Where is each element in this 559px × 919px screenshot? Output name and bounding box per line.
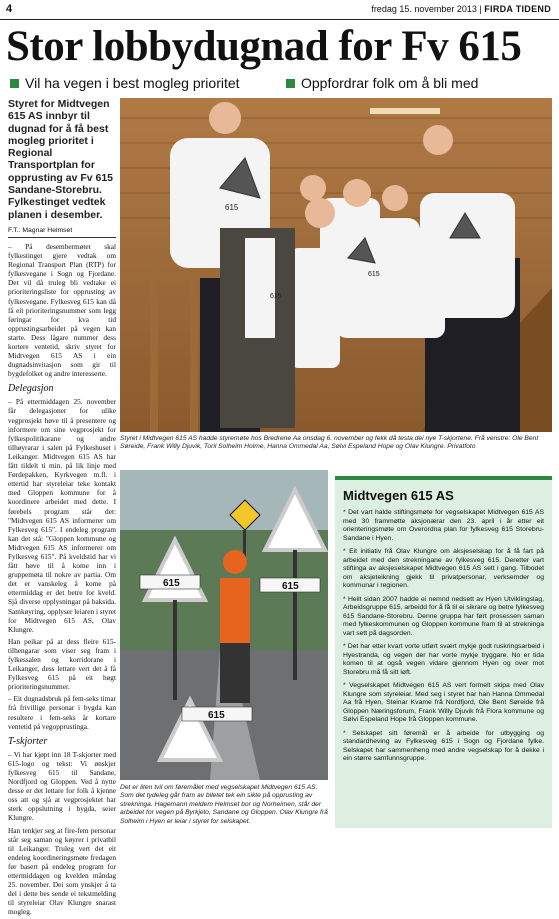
subhead-delegasjon: Delegasjon xyxy=(8,383,54,395)
kicker-2-text: Oppfordrar folk om å bli med xyxy=(301,75,479,91)
sign-label: 615 xyxy=(282,581,299,592)
page-number: 4 xyxy=(6,3,13,15)
shirt-label: 615 xyxy=(225,203,239,212)
road-sign-illustration xyxy=(120,470,328,780)
factbox-paragraph: * Eit initiativ frå Olav Klungre om aksjeselskap for å få fart på arbeidet med den strekningane av fylkesveg 615. Deretter vart stiftinga av aksjeselskapet Midtvegen 615 AS sett i gang. Tilbodet om aksjeteikning gjekk til privatpersonar, verksemder og kommunar i regionen. xyxy=(343,548,544,589)
article-column xyxy=(8,98,116,919)
page-header xyxy=(0,0,559,20)
factbox xyxy=(335,476,552,828)
factbox-paragraph: * Heilt sidan 2007 hadde ei nemnd nedsett av Hyen Utviklingslag, Arbeidsgruppe 615, arbeidd for å få til ei sikrare og betre fylkesveg 615 Sandane-Storebru. Denne gruppa har ført prosessen saman med fylkeskommunen og Gloppen kommune fram til at strekninga vart sett på dagsorden. xyxy=(343,595,544,637)
photo-caption: Det er liten tvil om føremålet med vegselskapet Midtvegen 615 AS. Som det tydeleg går fram av biletet tek ein sikte på opprusting av strekninga. Hagemann meldem Helmset bor og Norheimen, står der arbeidet for vegen på Byrkjelo, Sandane og Gloppen. Olav Klungre frå Solheim i Hyen er leiar i styret for selskapet. xyxy=(120,784,328,825)
dateline: fredag 15. november 2013 | FIRDA TIDEND xyxy=(371,4,551,14)
shirt-label: 615 xyxy=(368,271,380,278)
subhead-t-skjorter: T-skjorter xyxy=(8,735,48,747)
photo-caption: Styret i Midtvegen 615 AS hadde styremøte hos Bredrene Aa onsdag 6. november og fekk då testa dei nye T-skjortene. Frå venstre: Ole Bent Søreide, Frank Willy Djuvik, Toril Solheim Holme, Hanna Ommedal Aa, Sølvi Espeland Hope og Olav Klungre. Privatfoto xyxy=(120,435,539,451)
factbox-paragraph: * Det har etter kvart vorte utført svært mykje godt ruskringsarbeid i Hyestranda, og vegen der har vorte mykje tryggare. No er tida komen til at også vegen vidare gjennom Hyen og over mot Storebru må få sitt løft. xyxy=(343,643,544,676)
kicker-2 xyxy=(286,75,478,91)
article-paragraph: Han peikar på at dess fleire 615-tilhengarar som viser seg fram i fylkessalen og korridorane i Leikanger, dess lettare vert det å få Fylkesveg 615 på eit høgt prioriteringsnummer. xyxy=(8,636,116,692)
article-paragraph: Han tenkjer seg at fire-fem personar står seg saman og køyrer i privatbil til Leikanger. Truleg vert det eit endeleg koordineringsmøte fredagen før basert på endeleg program for ettermiddagen og kvelden måndag 25. november. Dei som ynskjer å ta del i dette bes sende ei tekstmelding til styreleiar Olav Klungre snarast mogleg. xyxy=(8,825,116,917)
newspaper-name: FIRDA TIDEND xyxy=(484,4,551,14)
article-lead: Styret for Midtvegen 615 AS innbyr til dugnad for å få best mogleg prioritet i Regional Transportplan for opprusting av Fv 615 Sandane-Storebru. Fylkestinget vedtek planen i desember. xyxy=(8,98,114,221)
green-square-icon xyxy=(10,79,19,88)
green-square-icon xyxy=(286,79,295,88)
article-paragraph: – Eit dugnadsbruk på fem-seks timar frå frivillige personar i bygda kan resultere i fem-seks år kortare ventetid på vegopprustinga. xyxy=(8,694,116,731)
kicker-1 xyxy=(10,75,240,91)
byline: F.T.: Magnar Helmset xyxy=(8,227,116,238)
headline: Stor lobbydugnad for Fv 615 xyxy=(6,23,522,70)
factbox-paragraph: * Selskapet sitt føremål er å arbeide for utbygging og standardheving av Fylkesveg 615 i Sogn og Fjordane fylke. Selskapet har sammenheng med andre vegselskap for å dekke i ein større samfunnsgruppe. xyxy=(343,729,544,762)
kicker-1-text: Vil ha vegen i best mogleg prioritet xyxy=(25,75,240,91)
article-paragraph: – På ettermiddagen 25. november får delegasjoner for ulike vegprosjekt høve til å presentere og informere om sine vegprosjekt for fylkespolitikarane og andre tilhøyrarar i salen på Fylkeshuset i Leikanger. Midtvegen 615 AS har fått tildelt ti min. på lik linje med Førdepakken, Kyrkvegen m.fl. i ettertid har styreleiar teke kontakt med Gloppen kommune for å koordinere arbeidet med dette. I førebels program står det: "Midtvegen 615 AS informerer om Fylkesveg 615". I endeleg program kan det stå: "Gloppen kommune og Midtvegen 615 AS informerer om Fylkesveg 615". På kveldstid har vi fått høve til å kome inn i gruppemøta til nokre av partia. Om det er vanskeleg å kome på ettermiddag er det betre for kveld. Sjå diverse opplysningar på baksida. Samkøyring, opplyser leiaren i styret for Midtvegen 615 AS, Olav Klungre. xyxy=(8,397,117,634)
issue-date: fredag 15. november 2013 xyxy=(371,4,477,14)
article-paragraph: – Vi har kjøpt inn 18 T-skjorter med 615-logo og tekst: Vi ønskjer fylkesveg 615 til Sandane, Nordfjord og Gloppen. Ved å nytte desse er det lettare for folk å kjenne oss att og sjå at vegprosjektet har sterk oppslutning i bygda, seier Klungre. xyxy=(8,749,116,823)
factbox-title: Midtvegen 615 AS xyxy=(343,488,454,503)
road-sign-photo xyxy=(120,470,328,780)
factbox-paragraph: * Vegselskapet Midtvegen 615 AS vert formelt skipa med Olav Klungre som styreleiar. Med seg i styret har han Hanna Ommedal Aa frå Hyen, Steinar Kvame frå Nordfjord, Ole Bent Søreide frå Gloppen Næringsforum, Frank Willy Djuvik frå Flora kommune og Sølvi Espeland Hope frå Gloppen kommune. xyxy=(343,682,544,723)
group-photo-illustration xyxy=(120,98,552,432)
sign-label: 615 xyxy=(208,710,225,721)
article-paragraph: – På desembermøtet skal fylkestinget gjere vedtak om Regional Transport Plan (RTP) for fylkesvegane i Sogn og Fjordane. Det vil då truleg bli vedtake ei prioriteringsliste for opprusting av fylkesvegane. Fylkesveg 615 kan då få eit prioriteringsnummer som legg føringar for kva tid opprustingsarbeidet på vegen kan starte. Dess lågare nummer dess kortere ventetid, skriv styret for Midtvegen 615 AS i ein dugnadsinvitasjon som gir til bygdefolket og andre interesserte. xyxy=(8,241,116,379)
group-photo xyxy=(120,98,552,432)
factbox-paragraph: * Det vart halde stiftingsmøte for vegselskapet Midtvegen 615 AS med 30 frammøtte aksjonærar den 23. april i år etter eit orienteringsmøte om Overordna plan for fylkesveg 615 Storebru-Sandane i Hyen. xyxy=(343,509,544,542)
sign-label: 615 xyxy=(163,578,180,589)
shirt-label: 615 xyxy=(270,293,282,300)
